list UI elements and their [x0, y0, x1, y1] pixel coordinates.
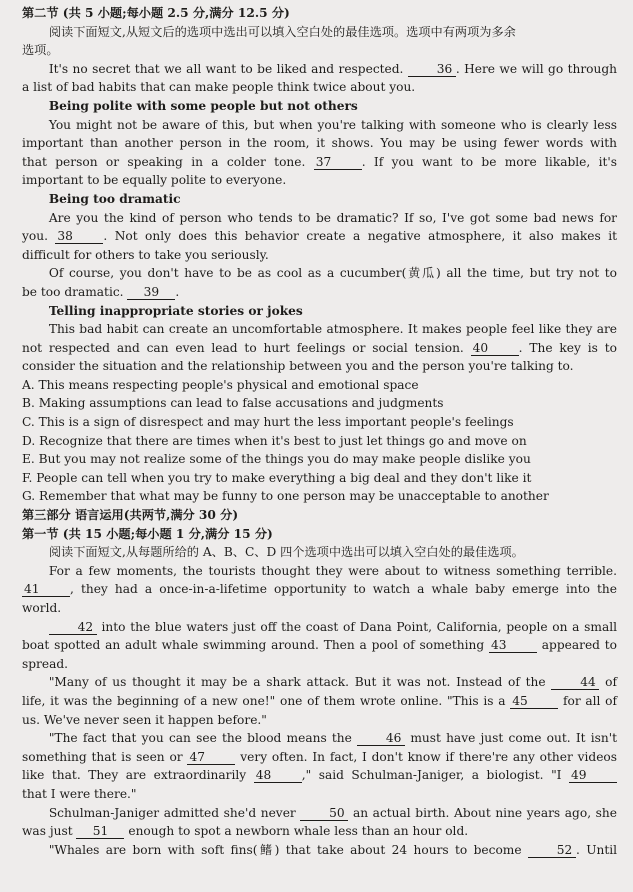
text: boat spotted an adult whale swimming around. Then a pool of something [22, 638, 485, 653]
section-2-header: 第二节 (共 5 小题;每小题 2.5 分,满分 12.5 分) [22, 6, 290, 20]
paragraph-line [22, 283, 617, 302]
blank-43[interactable]: 43 [489, 638, 537, 653]
option-d[interactable]: D. Recognize that there are times when it's best to just let things go and move on [22, 433, 527, 448]
option-a[interactable]: A. This means respecting people's physical and emotional space [22, 377, 419, 392]
text: "The fact that you can see the blood means the [48, 731, 352, 746]
paragraph-line [22, 822, 617, 841]
blank-51[interactable]: 51 [76, 824, 124, 839]
part-3-instruction: 阅读下面短文,从每题所给的 A、B、C、D 四个选项中选出可以填入空白处的最佳选项。 [48, 545, 524, 560]
text: an actual birth. About nine years ago, she [352, 805, 617, 820]
paragraph-line [22, 227, 617, 246]
paragraph-line [22, 692, 617, 711]
text: into the blue waters just off the coast of Dana Point, California, people on a small [101, 619, 618, 634]
paragraph-line: This bad habit can create an uncomfortable atmosphere. It makes people feel like they are [48, 322, 617, 337]
text: Schulman-Janiger admitted she'd never [48, 805, 296, 820]
blank-49[interactable]: 49 [569, 768, 617, 783]
part-3-subheader: 第一节 (共 15 小题;每小题 1 分,满分 15 分) [22, 526, 273, 541]
text: ," said Schulman-Janiger, a biologist. "I [301, 768, 562, 783]
options-list [22, 376, 617, 506]
paragraph-line: Are you the kind of person who tends to be dramatic? If so, I've got some bad news for [48, 210, 617, 225]
paragraph-line: Of course, you don't have to be as cool as a cucumber(黄瓜) all the time, but try not to [48, 266, 617, 281]
section-2-instruction-cont: 选项。 [22, 43, 59, 58]
paragraph-line [22, 766, 617, 785]
text: must have just come out. It isn't [410, 731, 617, 746]
text: like that. They are extraordinarily [22, 768, 247, 783]
text: . Until [575, 842, 618, 857]
option-c[interactable]: C. This is a sign of disrespect and may hurt the less important people's feelings [22, 415, 514, 430]
blank-41[interactable]: 41 [22, 582, 70, 597]
blank-45[interactable]: 45 [510, 694, 558, 709]
blank-52[interactable]: 52 [528, 843, 576, 858]
paragraph-line: that I were there." [22, 786, 137, 801]
subheading-dramatic: Being too dramatic [48, 191, 181, 206]
blank-37[interactable]: 37 [314, 155, 362, 170]
paragraph-line [22, 618, 617, 637]
paragraph-line: a list of bad habits that can make people think twice about you. [22, 80, 416, 95]
paragraph-line: You might not be aware of this, but when you're talking with someone who is clearly less [48, 117, 617, 132]
paragraph-line [22, 729, 617, 748]
paragraph-line: difficult for others to take you seriously. [22, 247, 269, 262]
paragraph-line: For a few moments, the tourists thought they were about to witness something terrible. [48, 563, 617, 578]
text: . [175, 284, 180, 299]
blank-46[interactable]: 46 [357, 731, 405, 746]
paragraph-line: consider the situation and the relationship between you and the person you're talking to. [22, 359, 574, 374]
text: enough to spot a newborn whale less than an hour old. [128, 824, 469, 839]
text: . If you want to be more likable, it's [361, 154, 618, 169]
blank-50[interactable]: 50 [300, 806, 348, 821]
paragraph-line: us. We've never seen it happen before." [22, 712, 267, 727]
option-e[interactable]: E. But you may not realize some of the things you do may make people dislike you [22, 452, 531, 467]
paragraph-line [22, 804, 617, 823]
paragraph-line [22, 748, 617, 767]
text: very often. In fact, I don't know if there're any other videos [240, 749, 618, 764]
paragraph-line [22, 841, 617, 860]
text: something that is seen or [22, 749, 183, 764]
text: you. [22, 229, 48, 244]
blank-36[interactable]: 36 [408, 62, 456, 77]
text: "Many of us thought it may be a shark attack. But it was not. Instead of the [48, 675, 546, 690]
option-g[interactable]: G. Remember that what may be funny to one person may be unacceptable to another [22, 489, 549, 504]
paragraph-line: important than another person in the room, it shows. You may be using fewer words with [22, 136, 617, 151]
option-f[interactable]: F. People can tell when you try to make everything a big deal and they don't like it [22, 470, 532, 485]
paragraph-line [22, 153, 617, 172]
paragraph-line [22, 636, 617, 655]
blank-44[interactable]: 44 [551, 675, 599, 690]
subheading-jokes: Telling inappropriate stories or jokes [48, 303, 303, 318]
paragraph-line [22, 60, 617, 79]
text: life, it was the beginning of a new one!" one of them wrote online. "This is a [22, 693, 506, 708]
blank-38[interactable]: 38 [55, 229, 103, 244]
blank-47[interactable]: 47 [187, 750, 235, 765]
text: . The key is to [518, 340, 617, 355]
blank-48[interactable]: 48 [254, 768, 302, 783]
section-2-instruction: 阅读下面短文,从短文后的选项中选出可以填入空白处的最佳选项。选项中有两项为多余 [48, 24, 516, 39]
blank-40[interactable]: 40 [471, 341, 519, 356]
text: of [605, 675, 617, 690]
paragraph-line [22, 339, 617, 358]
text: for all of [562, 693, 617, 708]
subheading-polite: Being polite with some people but not others [48, 98, 358, 113]
paragraph-line [22, 580, 617, 599]
blank-42[interactable]: 42 [49, 620, 97, 635]
text: . Here we will go through [455, 61, 617, 76]
text: "Whales are born with soft fins(鳍) that take about 24 hours to become [48, 842, 522, 857]
part-3-header: 第三部分 语言运用(共两节,满分 30 分) [22, 508, 239, 523]
option-b[interactable]: B. Making assumptions can lead to false accusations and judgments [22, 396, 444, 411]
text: appeared to [541, 638, 617, 653]
text: be too dramatic. [22, 284, 124, 299]
text: . Not only does this behavior create a negative atmosphere, it also makes it [103, 229, 618, 244]
paragraph-line: important to be equally polite to everyone. [22, 173, 287, 188]
blank-39[interactable]: 39 [127, 285, 175, 300]
paragraph-line: spread. [22, 656, 69, 671]
paragraph-line [22, 673, 617, 692]
text: was just [22, 824, 73, 839]
paragraph-line: world. [22, 601, 62, 615]
text: that person or speaking in a colder tone. [22, 154, 306, 169]
text: , they had a once-in-a-lifetime opportunity to watch a whale baby emerge into the [70, 582, 617, 597]
text: not respected and can even lead to hurt feelings or social tension. [22, 340, 464, 355]
text: It's no secret that we all want to be liked and respected. [48, 61, 404, 76]
